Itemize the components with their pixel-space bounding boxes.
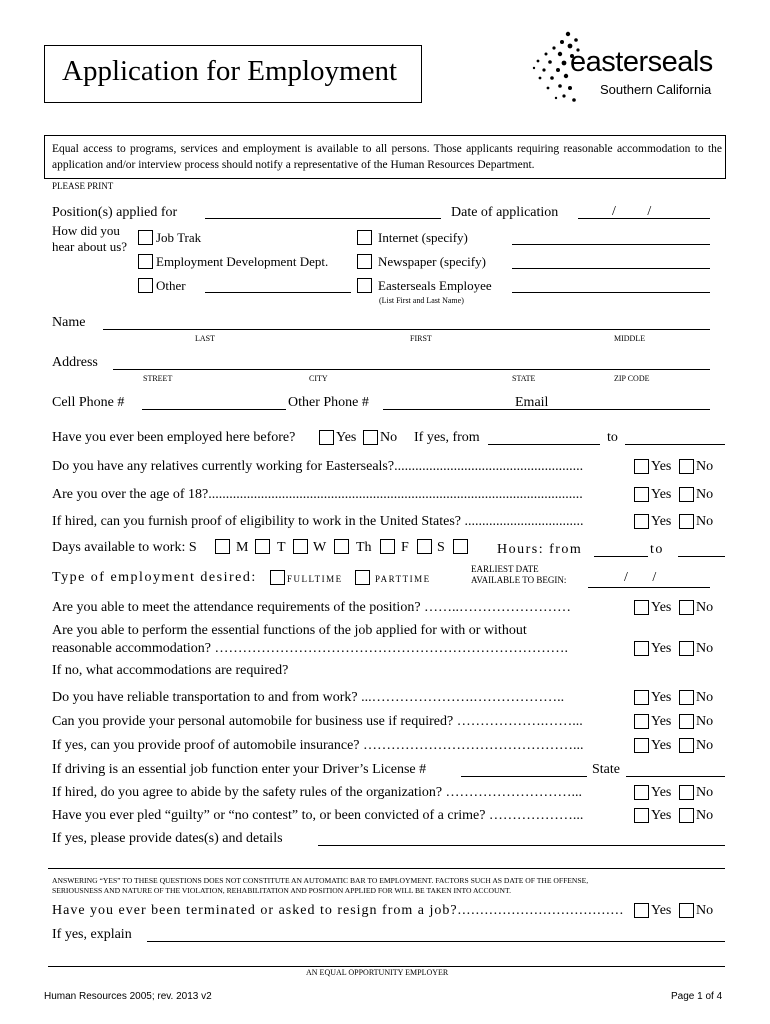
- age-no-checkbox[interactable]: [679, 487, 694, 502]
- explain-label: If yes, explain: [52, 927, 132, 942]
- attendance-yes-checkbox[interactable]: [634, 600, 649, 615]
- earliest-date-slashes: / /: [624, 570, 657, 585]
- internet-input[interactable]: [512, 244, 710, 245]
- parttime-label: PARTTIME: [375, 574, 431, 584]
- job-trak-label: Job Trak: [156, 230, 202, 245]
- address-street: STREET: [143, 374, 173, 383]
- essential-no-checkbox[interactable]: [679, 641, 694, 656]
- day-s-label: S: [437, 540, 445, 555]
- newspaper-checkbox[interactable]: [357, 254, 372, 269]
- other-phone-input[interactable]: [383, 409, 513, 410]
- insurance-yes-label: Yes: [651, 738, 672, 753]
- other-input[interactable]: [205, 292, 351, 293]
- attendance-no-checkbox[interactable]: [679, 600, 694, 615]
- eligibility-no-checkbox[interactable]: [679, 514, 694, 529]
- terminated-question: Have you ever been terminated or asked to resign from a job?.....................................: [52, 903, 625, 918]
- safety-question: If hired, do you agree to abide by the safety rules of the organization? ………………………...: [52, 785, 583, 800]
- day-monday-checkbox[interactable]: [255, 539, 270, 554]
- employee-hint: (List First and Last Name): [379, 296, 464, 305]
- insurance-no-checkbox[interactable]: [679, 738, 694, 753]
- other-phone-label: Other Phone #: [288, 395, 369, 410]
- days-label: Days available to work: S: [52, 540, 197, 555]
- day-friday-checkbox[interactable]: [417, 539, 432, 554]
- automobile-yes-label: Yes: [651, 714, 672, 729]
- relatives-no-label: No: [696, 459, 714, 474]
- name-last: LAST: [195, 334, 215, 343]
- name-input[interactable]: [103, 329, 710, 330]
- page-number: Page 1 of 4: [671, 991, 723, 1002]
- relatives-yes-checkbox[interactable]: [634, 459, 649, 474]
- employed-before-question: Have you ever been employed here before?: [52, 430, 296, 445]
- eligibility-question: If hired, can you furnish proof of eligibility to work in the United States? ..................................: [52, 514, 584, 529]
- logo-region: Southern California: [600, 82, 712, 97]
- terminated-no-label: No: [696, 903, 714, 918]
- fulltime-label: FULLTIME: [287, 574, 343, 584]
- employed-from-label: If yes, from: [414, 430, 480, 445]
- eligibility-yes-label: Yes: [651, 514, 672, 529]
- employed-to-input[interactable]: [625, 444, 725, 445]
- day-sunday-checkbox[interactable]: [215, 539, 230, 554]
- automobile-no-checkbox[interactable]: [679, 714, 694, 729]
- age-yes-label: Yes: [651, 487, 672, 502]
- edd-checkbox[interactable]: [138, 254, 153, 269]
- safety-yes-label: Yes: [651, 785, 672, 800]
- email-input[interactable]: [513, 409, 710, 410]
- terminated-yes-checkbox[interactable]: [634, 903, 649, 918]
- transport-yes-label: Yes: [651, 690, 672, 705]
- age-no-label: No: [696, 487, 714, 502]
- dates-details-input-2[interactable]: [48, 868, 725, 869]
- insurance-yes-checkbox[interactable]: [634, 738, 649, 753]
- essential-yes-label: Yes: [651, 641, 672, 656]
- earliest-date-label-1: EARLIEST DATE: [471, 564, 539, 574]
- employee-input[interactable]: [512, 292, 710, 293]
- transport-question: Do you have reliable transportation to and from work? ...………………….………………..: [52, 690, 565, 705]
- email-label: Email: [515, 395, 549, 410]
- employed-from-input[interactable]: [488, 444, 600, 445]
- employed-before-yes-label: Yes: [336, 430, 357, 445]
- date-label: Date of application: [451, 205, 559, 220]
- essential-question-line1: Are you able to perform the essential functions of the job applied for with or without: [52, 623, 527, 638]
- day-th-label: Th: [356, 540, 372, 555]
- hours-to-input[interactable]: [678, 556, 725, 557]
- license-input[interactable]: [461, 776, 587, 777]
- other-label: Other: [156, 278, 186, 293]
- parttime-checkbox[interactable]: [355, 570, 370, 585]
- employee-checkbox[interactable]: [357, 278, 372, 293]
- day-f-label: F: [401, 540, 409, 555]
- dates-details-label: If yes, please provide dates(s) and details: [52, 831, 283, 846]
- essential-yes-checkbox[interactable]: [634, 641, 649, 656]
- license-state-input[interactable]: [626, 776, 725, 777]
- safety-yes-checkbox[interactable]: [634, 785, 649, 800]
- attendance-question: Are you able to meet the attendance requirements of the position? ……..……………………: [52, 600, 572, 615]
- easterseals-logo: [530, 28, 730, 108]
- transport-no-checkbox[interactable]: [679, 690, 694, 705]
- internet-checkbox[interactable]: [357, 230, 372, 245]
- position-label: Position(s) applied for: [52, 205, 178, 220]
- transport-no-label: No: [696, 690, 714, 705]
- name-label: Name: [52, 315, 86, 330]
- day-saturday-checkbox[interactable]: [453, 539, 468, 554]
- attendance-yes-label: Yes: [651, 600, 672, 615]
- day-thursday-checkbox[interactable]: [380, 539, 395, 554]
- transport-yes-checkbox[interactable]: [634, 690, 649, 705]
- job-trak-checkbox[interactable]: [138, 230, 153, 245]
- essential-question-line2: reasonable accommodation? ………………………………………………………………….: [52, 641, 568, 656]
- address-zip: ZIP CODE: [614, 374, 650, 383]
- earliest-date-label-2: AVAILABLE TO BEGIN:: [471, 575, 567, 585]
- terminated-yes-label: Yes: [651, 903, 672, 918]
- position-input[interactable]: [205, 218, 441, 219]
- age-yes-checkbox[interactable]: [634, 487, 649, 502]
- page-title: Application for Employment: [62, 55, 398, 87]
- essential-no-label: No: [696, 641, 714, 656]
- cell-phone-input[interactable]: [142, 409, 286, 410]
- attendance-no-label: No: [696, 600, 714, 615]
- internet-label: Internet (specify): [378, 230, 468, 245]
- hours-from-label: Hours: from: [497, 542, 583, 557]
- address-label: Address: [52, 355, 98, 370]
- explain-input[interactable]: [147, 941, 725, 942]
- automobile-question: Can you provide your personal automobile for business use if required? ……………….……...: [52, 714, 583, 729]
- please-print: PLEASE PRINT: [52, 181, 114, 191]
- hours-from-input[interactable]: [594, 556, 648, 557]
- fulltime-checkbox[interactable]: [270, 570, 285, 585]
- hear-label: How did you hear about us?: [52, 223, 128, 254]
- age-question: Are you over the age of 18?...........................................................................................................: [52, 487, 583, 502]
- terminated-no-checkbox[interactable]: [679, 903, 694, 918]
- newspaper-input[interactable]: [512, 268, 710, 269]
- eligibility-yes-checkbox[interactable]: [634, 514, 649, 529]
- employed-to-label: to: [607, 430, 618, 445]
- logo-wordmark: easterseals: [570, 46, 713, 78]
- automobile-yes-checkbox[interactable]: [634, 714, 649, 729]
- guilty-yes-label: Yes: [651, 808, 672, 823]
- explain-input-2[interactable]: [48, 966, 725, 967]
- day-t-label: T: [277, 540, 286, 555]
- day-w-label: W: [313, 540, 327, 555]
- safety-no-checkbox[interactable]: [679, 785, 694, 800]
- employment-type-label: Type of employment desired:: [52, 570, 257, 585]
- eligibility-no-label: No: [696, 514, 714, 529]
- accommodations-question: If no, what accommodations are required?: [52, 663, 289, 678]
- guilty-question: Have you ever pled “guilty” or “no contest” to, or been convicted of a crime? ………………...: [52, 808, 584, 823]
- insurance-no-label: No: [696, 738, 714, 753]
- dates-details-input[interactable]: [318, 845, 725, 846]
- notice-text: Equal access to programs, services and employment is available to all persons. Those applicants requiring reasonable accommodation to the application and/or interview process should notify a representative of the Human Resources Department.: [52, 143, 722, 171]
- relatives-no-checkbox[interactable]: [679, 459, 694, 474]
- address-state: STATE: [512, 374, 536, 383]
- guilty-no-label: No: [696, 808, 714, 823]
- revision-text: Human Resources 2005; rev. 2013 v2: [44, 991, 212, 1002]
- insurance-question: If yes, can you provide proof of automobile insurance? ………………………………………...: [52, 738, 584, 753]
- day-wednesday-checkbox[interactable]: [334, 539, 349, 554]
- address-input[interactable]: [113, 369, 710, 370]
- disclaimer-line1: ANSWERING “YES” TO THESE QUESTIONS DOES NOT CONSTITUTE AN AUTOMATIC BAR TO EMPLOYMENT. FACTORS SUCH AS DATE OF THE OFFENSE,: [52, 876, 589, 885]
- employed-before-no-label: No: [380, 430, 398, 445]
- license-label: If driving is an essential job function enter your Driver’s License #: [52, 762, 427, 777]
- safety-no-label: No: [696, 785, 714, 800]
- day-tuesday-checkbox[interactable]: [293, 539, 308, 554]
- date-slashes: / /: [612, 204, 652, 219]
- automobile-no-label: No: [696, 714, 714, 729]
- guilty-no-checkbox[interactable]: [679, 808, 694, 823]
- other-checkbox[interactable]: [138, 278, 153, 293]
- eoe-text: AN EQUAL OPPORTUNITY EMPLOYER: [306, 968, 449, 977]
- disclaimer-line2: SERIOUSNESS AND NATURE OF THE VIOLATION, REHABILITATION AND POSITION APPLIED FOR WILL BE TAKEN INTO ACCOUNT.: [52, 886, 511, 895]
- address-city: CITY: [309, 374, 328, 383]
- hours-to-label: to: [650, 542, 664, 557]
- relatives-yes-label: Yes: [651, 459, 672, 474]
- day-m-label: M: [236, 540, 249, 555]
- guilty-yes-checkbox[interactable]: [634, 808, 649, 823]
- cell-phone-label: Cell Phone #: [52, 395, 125, 410]
- earliest-date-input[interactable]: [588, 587, 710, 588]
- relatives-question: Do you have any relatives currently working for Easterseals?......................................................: [52, 459, 584, 474]
- newspaper-label: Newspaper (specify): [378, 254, 486, 269]
- license-state-label: State: [592, 762, 620, 777]
- employed-before-no-checkbox[interactable]: [363, 430, 378, 445]
- employed-before-yes-checkbox[interactable]: [319, 430, 334, 445]
- name-middle: MIDDLE: [614, 334, 646, 343]
- name-first: FIRST: [410, 334, 432, 343]
- edd-label: Employment Development Dept.: [156, 254, 329, 269]
- employee-label: Easterseals Employee: [378, 278, 492, 293]
